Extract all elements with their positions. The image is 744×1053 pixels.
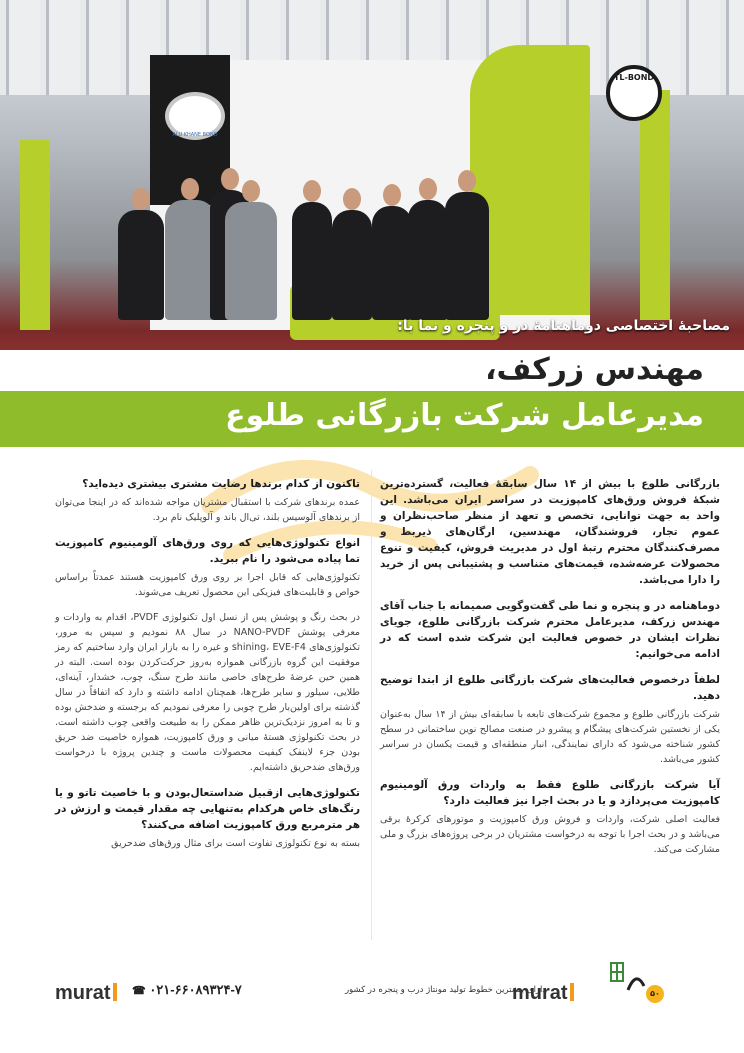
booth-green-pillar [640, 90, 670, 320]
article-column-left [55, 476, 360, 861]
headline-role: مدیرعامل شرکت بازرگانی طلوع [225, 398, 704, 433]
answer-paragraph: شرکت بازرگانی طلوع و مجموع شرکت‌های تابعه با سابقه‌ای بیش از ۱۴ سال به‌عنوان یکی از نخستین شرکت‌های پیشگام و پیشرو در صنعت مصالح نوین ساختمانی در سطح کشور شناخته می‌شود که دارای نمایندگی، انبار منطقه‌ای و قیمت یکسان در سراسر کشور می‌باشد. [380, 709, 720, 765]
answer-paragraph: فعالیت اصلی شرکت، واردات و فروش ورق کامپوزیت و موتورهای کرکرهٔ برقی می‌باشد و در بحث اجرا با توجه به درخواست مشتریان در برخی پروژه‌های بزرگ و ملی مشارکت می‌کند. [380, 814, 720, 855]
answer-paragraph: بسته به نوع تکنولوژی تفاوت است برای مثال ورق‌های ضدحریق [111, 838, 360, 849]
headline-name: مهندس زرکف، [485, 352, 704, 387]
phone-number: ۰۲۱-۶۶۰۸۹۳۲۴-۷ [149, 982, 242, 997]
booth-green-pillar [20, 140, 50, 330]
article-column-right [380, 476, 720, 867]
person [225, 202, 277, 320]
header-photo [0, 0, 744, 350]
sign-right-text: TL-BOND [613, 73, 655, 82]
answer-paragraph: تکنولوژی‌هایی که قابل اجرا بر روی ورق کامپوزیت هستند عمدتاً براساس خواص و قابلیت‌های فیزیکی این محصول تعریف می‌شوند. [55, 572, 360, 598]
brand-logo-right: murat [512, 982, 574, 1005]
interview-question: انواع تکنولوژی‌هایی که روی ورق‌های آلومینیوم کامپوزیت تما پیاده می‌شود را نام ببرید. [55, 537, 360, 565]
phone-icon: ☎ [132, 985, 146, 997]
interview-question: آیا شرکت بازرگانی طلوع فقط به واردات ورق آلومینیوم کامپوزیت می‌پردازد و یا در بحث اجرا نیز فعالیت دارد؟ [380, 779, 720, 807]
footer-phone [132, 982, 242, 998]
photo-caption: مصاحبهٔ اختصاصی دوماهنامهٔ در و پنجره و نما با: [397, 318, 730, 334]
person [118, 210, 164, 320]
brand-sign-left [165, 92, 225, 140]
footer-tagline: دارای بیشترین خطوط تولید مونتاژ درب و پنجره در کشور [345, 985, 547, 995]
column-divider [371, 470, 372, 940]
magazine-logo-icon [608, 960, 648, 1000]
intro-paragraph: دوماهنامه در و پنجره و نما طی گفت‌وگویی صمیمانه با جناب آقای مهندس زرکف، مدیرعامل محترم شرکت بازرگانی طلوع، جویای نظرات ایشان در خصوص فعالیت این شرکت شده است که در ادامه می‌خوانیم: [380, 600, 720, 660]
interview-question: تکنولوژی‌هایی ازقبیل ضداستعال‌بودن و با خاصیت تاتو و یا رنگ‌های خاص هرکدام به‌تنهایی چه مقدار قیمت و ارزش در هر مترمربع ورق کامپوزیت اضافه می‌کنند؟ [55, 787, 360, 831]
intro-paragraph: بازرگانی طلوع با بیش از ۱۴ سال سابقهٔ فعالیت، گسترده‌ترین شبکهٔ فروش ورق‌های کامپوزیت در سراسر ایران می‌باشد. این واحد به جهت توانایی، تخصص و تعهد از منظر صاحب‌نظران و عموم تجار، فروشندگان، مهندسین، ارگان‌های ذیربط و مصرف‌کنندگان محترم رتبهٔ اول در مدیریت فروش، کیفیت و تنوع محصولات عرضه‌شده، قیمت‌های متناسب و پشتیبانی پس از خرید را دارا می‌باشد. [380, 478, 720, 586]
answer-paragraph: عمده برندهای شرکت با استقبال مشتریان مواجه شده‌اند که در اینجا می‌توان از برندهای آلوسیس بلند، تی‌ال باند و آلوپلیک نام برد. [55, 497, 360, 523]
person [372, 206, 412, 320]
person [445, 192, 489, 320]
person [408, 200, 448, 320]
sign-left-text: ALU KHANE BOND [172, 132, 218, 138]
page-number: ۵۰ [646, 985, 664, 1003]
person [165, 200, 215, 320]
brand-sign-right [606, 65, 662, 121]
interview-question: لطفاً درخصوص فعالیت‌های شرکت بازرگانی طلوع از ابتدا توضیح دهید. [380, 674, 720, 702]
person [292, 202, 332, 320]
answer-paragraph: در بحث رنگ و پوشش پس از نسل اول تکنولوژی PVDF، اقدام به واردات و معرفی پوشش NANO-PVDF در سال ۸۸ نمودیم و سپس به مرور، تکنولوژی‌های shining، EVE-F4 و غیره را به بازار ایران وارد ساختیم که رمز موفقیت این گروه بازرگانی همواره به‌روز حرکت‌کردن بوده است. البته در همین حین عرضهٔ طرح‌های خاصی مانند طرح سنگ، چوب، خشدار، آینه‌ای، طلایی، سیلور و سایر طرح‌ها، همچنان ادامه داشته و دارد که اتفاقاً در سال گذشته برای اولین‌بار طرح چوبی را معرفی نمودیم که برجسته و ضدخش بوده و تا به امروز نزدیک‌ترین ظاهر ممکن را به طبیعت واقعی چوب داشته است. در بحث تکنولوژی هستهٔ میانی و ورق کامپوزیت، همواره خاصیت ضد حریق بودن جزء لاینفک کیفیت محصولات ماست و چندین پروژه با درخواست ورق‌های ضدحریق داشته‌ایم. [55, 612, 360, 773]
interview-question: تاکنون از کدام برندها رضایت مشتری بیشتری دیده‌اید؟ [82, 478, 360, 490]
person [332, 210, 372, 320]
brand-logo-left: murat [55, 982, 117, 1005]
